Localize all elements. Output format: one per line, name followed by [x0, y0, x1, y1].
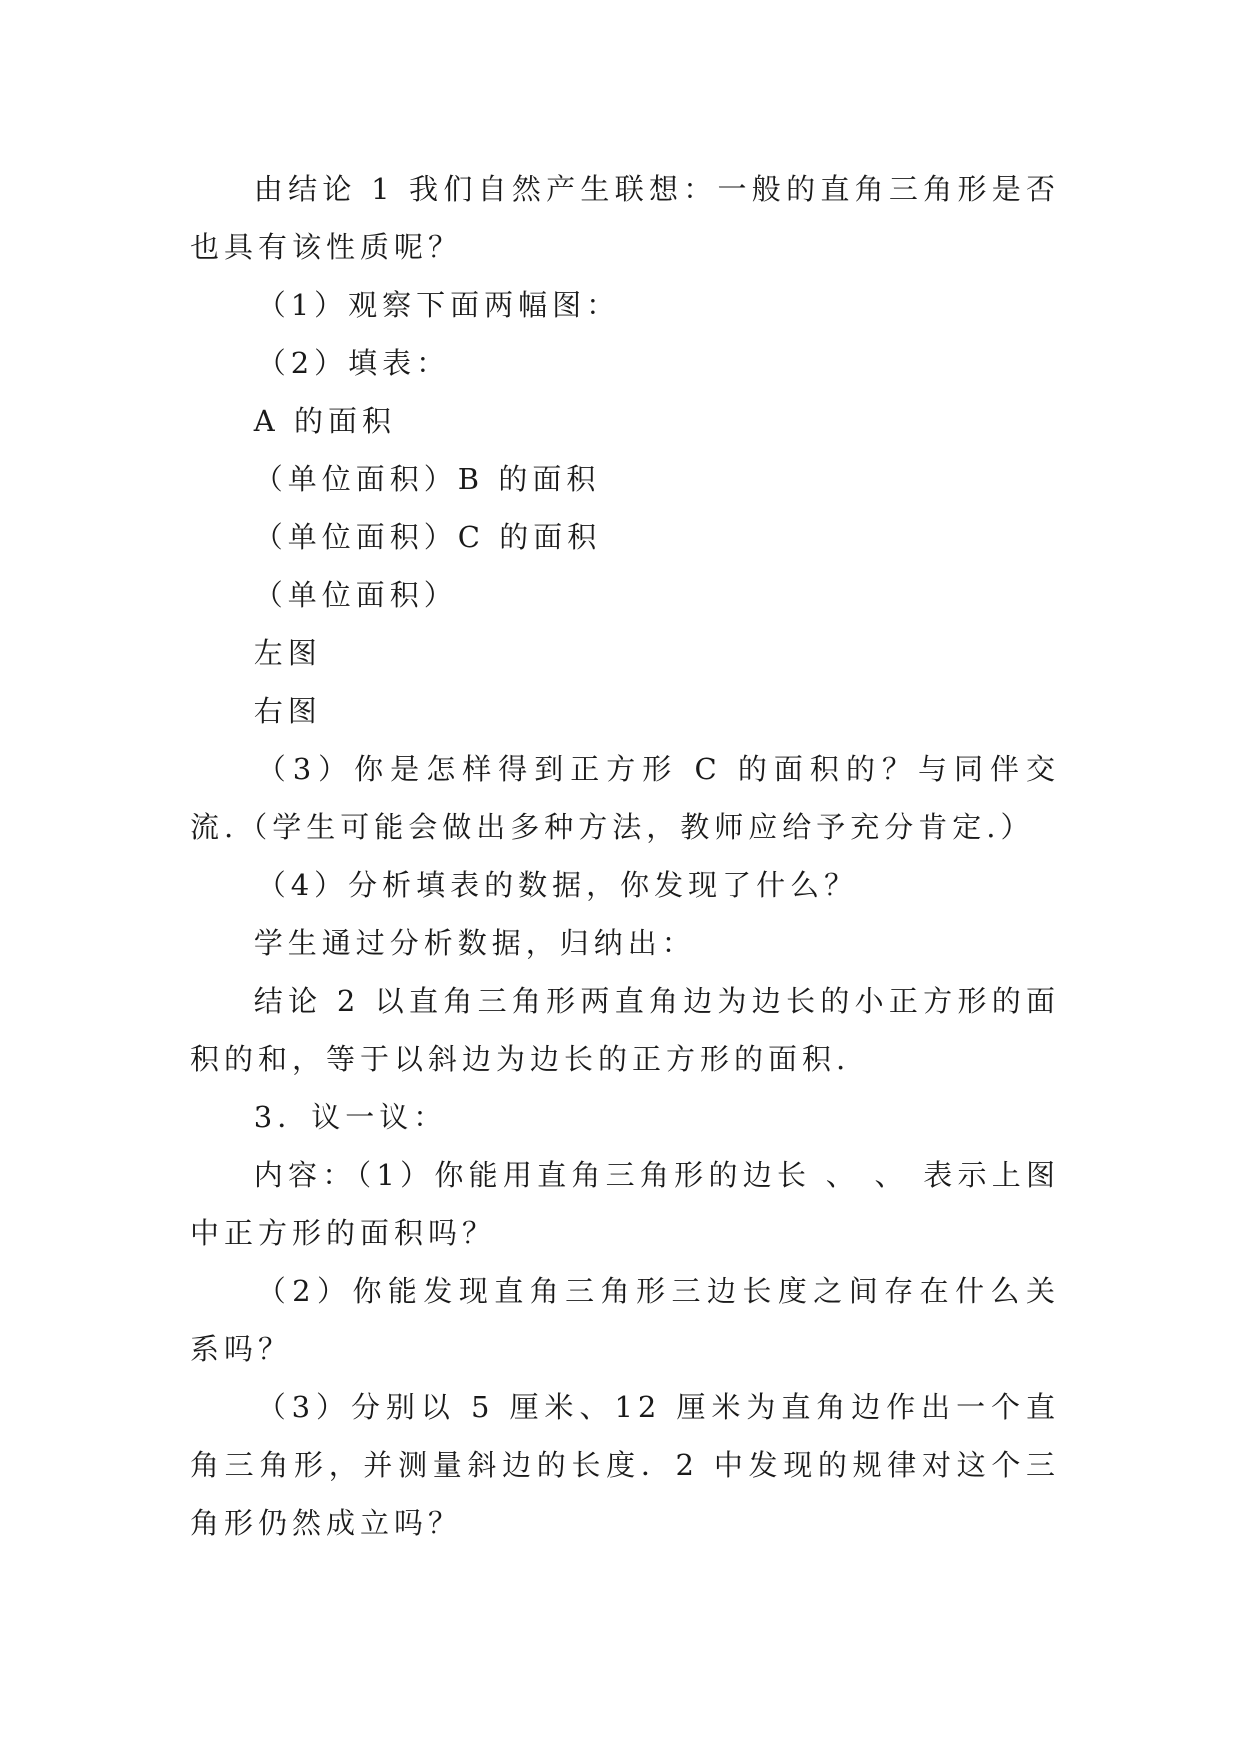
paragraph-observe: （1）观察下面两幅图：	[256, 288, 621, 322]
section-heading-discuss: 3．议一议：	[253, 1100, 448, 1134]
table-cell-c-area: （单位面积）C 的面积	[253, 520, 602, 554]
paragraph-content-1: 内容：（1）你能用直角三角形的边长 、 、 表示上图中正方形的面积吗？	[190, 1158, 1060, 1250]
paragraph-content-2: （2）你能发现直角三角形三边长度之间存在什么关系吗？	[190, 1274, 1060, 1366]
paragraph-conclusion-2: 结论 2 以直角三角形两直角边为边长的小正方形的面积的和，等于以斜边为边长的正方形的面积.	[190, 984, 1060, 1076]
paragraph-question-3: （3）你是怎样得到正方形 C 的面积的？与同伴交流.（学生可能会做出多种方法，教师应给予充分肯定.）	[190, 752, 1060, 844]
document-body	[190, 160, 1060, 1552]
table-row-right: 右图	[253, 694, 322, 728]
table-row-left: 左图	[253, 636, 322, 670]
paragraph-students-conclude: 学生通过分析数据，归纳出：	[253, 926, 696, 960]
paragraph-question-4: （4）分析填表的数据，你发现了什么？	[256, 868, 859, 902]
paragraph-content-3: （3）分别以 5 厘米、12 厘米为直角边作出一个直角三角形，并测量斜边的长度．2 中发现的规律对这个三角形仍然成立吗？	[190, 1390, 1060, 1540]
paragraph-fill-table: （2）填表：	[256, 346, 451, 380]
table-cell-unit: （单位面积）	[253, 578, 458, 612]
paragraph-association: 由结论 1 我们自然产生联想：一般的直角三角形是否也具有该性质呢？	[190, 172, 1060, 264]
table-cell-b-area: （单位面积）B 的面积	[253, 462, 601, 496]
table-cell-a-area: A 的面积	[253, 404, 396, 438]
